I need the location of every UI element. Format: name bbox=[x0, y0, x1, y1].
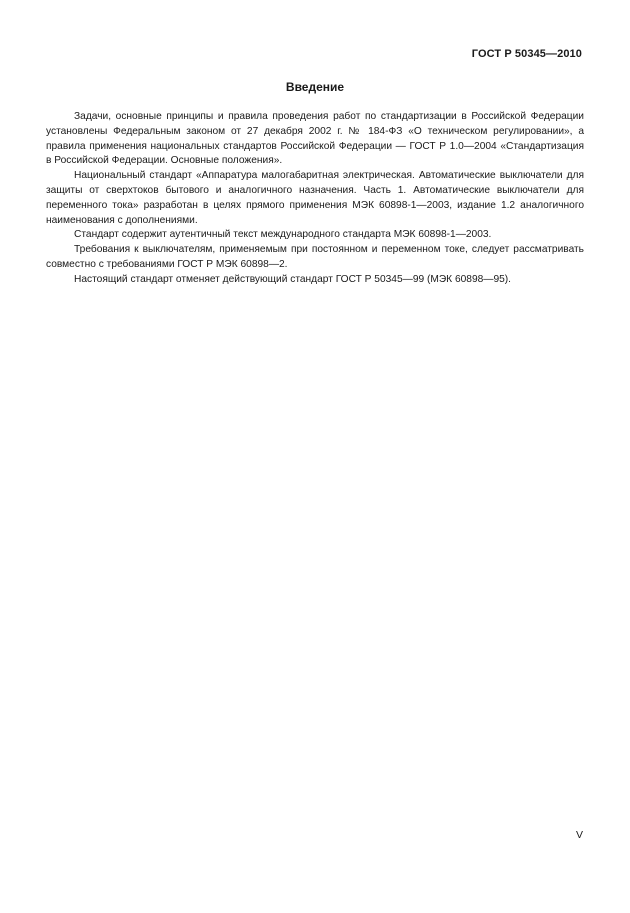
paragraph-authentic-text: Стандарт содержит аутентичный текст международного стандарта МЭК 60898-1—2003. bbox=[74, 229, 492, 241]
page-number: V bbox=[575, 829, 583, 841]
document-code-header: ГОСТ Р 50345—2010 bbox=[471, 48, 582, 60]
paragraph-national-standard: Национальный стандарт «Аппаратура малогабаритная электрическая. Автоматические выключатели для защиты от сверхтоков бытового и аналогичного назначения. Часть 1. Автоматические выключатели для переменного тока» разработан в целях прямого применения МЭК 60898-1—2003, издание 1.2 аналогичного наименования с дополнениями. bbox=[46, 170, 584, 226]
introduction-body bbox=[46, 110, 584, 288]
section-title: Введение bbox=[285, 80, 345, 94]
paragraph-legal-basis: Задачи, основные принципы и правила проведения работ по стандартизации в Российской Федерации установлены Федеральным законом от 27 декабря 2002 г. № 184-ФЗ «О техническом регулировании», а правила применения национальных стандартов Российской Федерации — ГОСТ Р 1.0—2004 «Стандартизация в Российской Федерации. Основные положения». bbox=[46, 111, 584, 167]
paragraph-requirements: Требования к выключателям, применяемым при постоянном и переменном токе, следует рассматривать совместно с требованиями ГОСТ Р МЭК 60898—2. bbox=[46, 244, 584, 270]
paragraph-replaces: Настоящий стандарт отменяет действующий стандарт ГОСТ Р 50345—99 (МЭК 60898—95). bbox=[74, 273, 512, 285]
